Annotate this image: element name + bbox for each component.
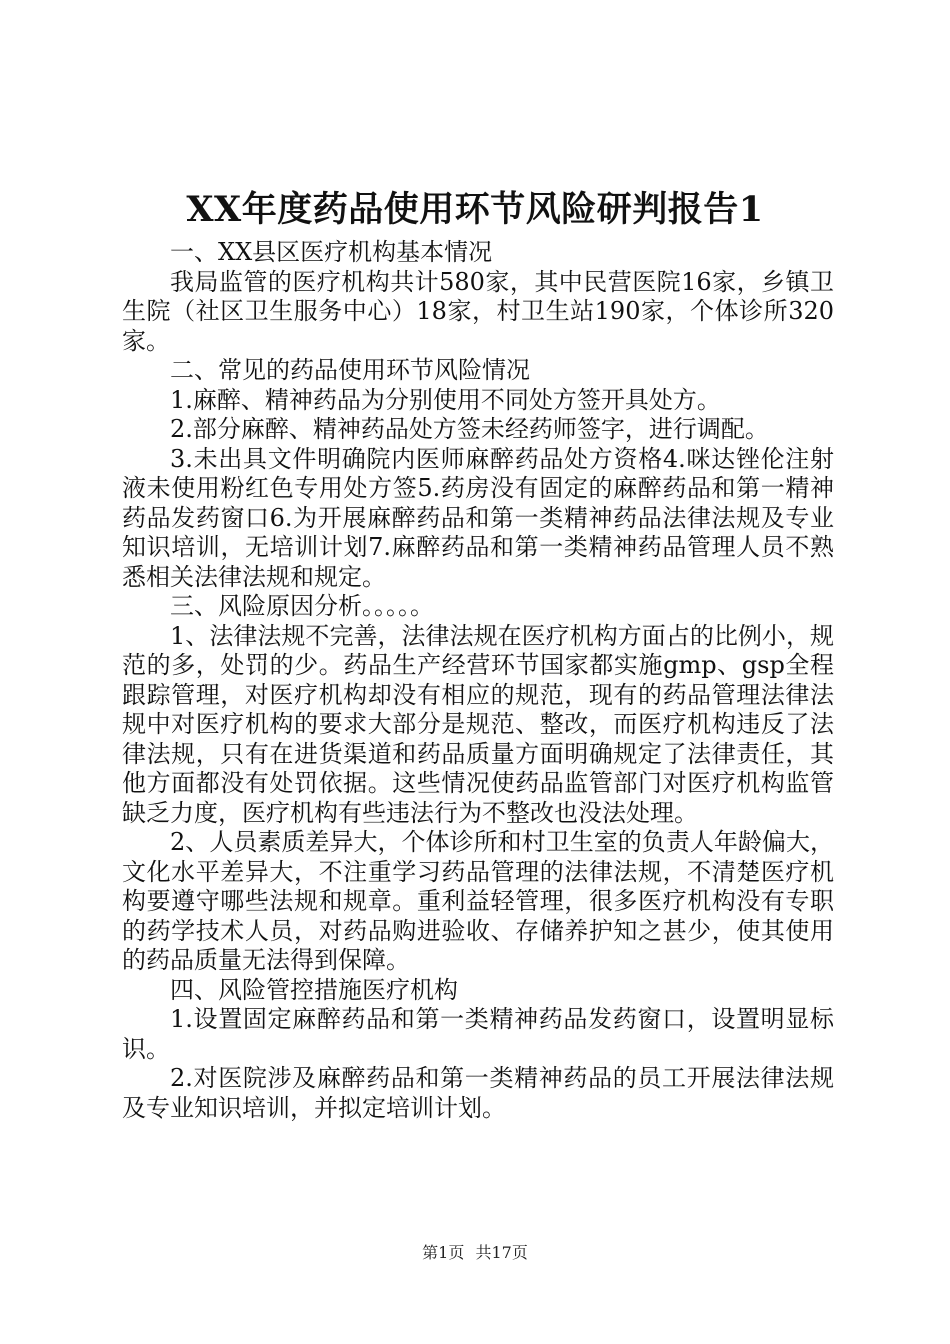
page-footer [0,1243,950,1263]
page-number: 第1页 [422,1243,465,1262]
paragraph: 1.麻醉、精神药品为分别使用不同处方签开具处方。 [170,385,721,414]
document-body [122,238,834,1123]
paragraph: 2.对医院涉及麻醉药品和第一类精神药品的员工开展法律法规及专业知识培训，并拟定培训计划。 [122,1064,834,1122]
section-heading: 一、XX县区医疗机构基本情况 [170,238,493,266]
paragraph: 1、法律法规不完善，法律法规在医疗机构方面占的比例小，规范的多，处罚的少。药品生产经营环节国家都实施gmp、gsp全程跟踪管理，对医疗机构却没有相应的规范，现有的药品管理法律法规中对医疗机构的要求大部分是规范、整改，而医疗机构违反了法律法规，只有在进货渠道和药品质量方面明确规定了法律责任，其他方面都没有处罚依据。这些情况使药品监管部门对医疗机构监管缺乏力度，医疗机构有些违法行为不整改也没法处理。 [122,621,834,827]
paragraph: 2、人员素质差异大，个体诊所和村卫生室的负责人年龄偏大，文化水平差异大，不注重学习药品管理的法律法规，不清楚医疗机构要遵守哪些法规和规章。重利益轻管理，很多医疗机构没有专职的药学技术人员，对药品购进验收、存储养护知之甚少，使其使用的药品质量无法得到保障。 [122,828,834,974]
page-total: 共17页 [475,1243,528,1262]
document-title: XX年度药品使用环节风险研判报告1 [186,189,764,230]
section-heading: 二、常见的药品使用环节风险情况 [170,356,530,384]
paragraph: 1.设置固定麻醉药品和第一类精神药品发药窗口，设置明显标识。 [122,1005,834,1063]
paragraph: 我局监管的医疗机构共计580家，其中民营医院16家，乡镇卫生院（社区卫生服务中心）18家，村卫生站190家，个体诊所320家。 [122,267,834,355]
paragraph: 3.未出具文件明确院内医师麻醉药品处方资格4.咪达锉伦注射液未使用粉红色专用处方签5.药房没有固定的麻醉药品和第一精神药品发药窗口6.为开展麻醉药品和第一类精神药品法律法规及专业知识培训，无培训计划7.麻醉药品和第一类精神药品管理人员不熟悉相关法律法规和规定。 [122,444,834,591]
paragraph: 2.部分麻醉、精神药品处方签未经药师签字，进行调配。 [170,415,769,443]
section-heading: 四、风险管控措施医疗机构 [170,975,458,1004]
section-heading: 三、风险原因分析。。。。。 [170,592,434,620]
